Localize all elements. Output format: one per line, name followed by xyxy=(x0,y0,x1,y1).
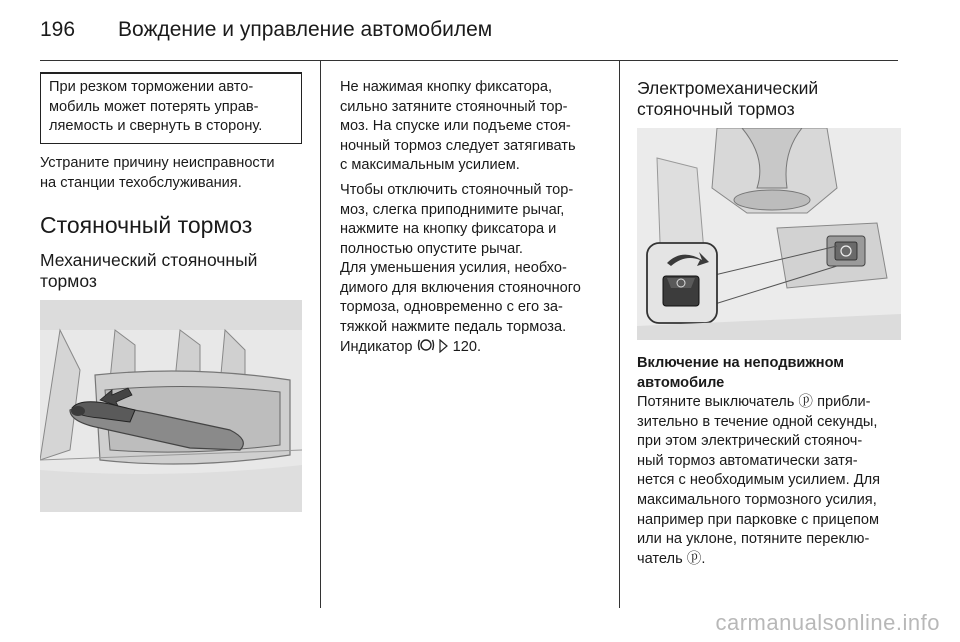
text-line: Чтобы отключить стояночный тор- xyxy=(340,182,574,198)
epb-heading xyxy=(637,78,818,120)
indicator-label: Индикатор xyxy=(340,339,413,355)
release-paragraph-1 xyxy=(340,78,610,176)
subheading-line: Включение на неподвижном xyxy=(637,355,845,371)
section-heading: Стояночный тормоз xyxy=(40,212,253,238)
handbrake-drawing xyxy=(40,300,302,512)
release-paragraph-3 xyxy=(340,259,610,337)
release-paragraph-2 xyxy=(340,181,610,259)
heading-line: Электромеханический xyxy=(637,78,819,98)
text-line: Для уменьшения усилия, необхо- xyxy=(340,260,567,276)
text-line: при этом электрический стояноч- xyxy=(637,433,863,450)
text-line: нажмите на кнопку фиксатора и xyxy=(340,221,557,238)
epb-switch-illustration xyxy=(637,128,901,340)
header-rule xyxy=(40,60,898,61)
subheading-line: Механический стояночный xyxy=(40,250,258,270)
warning-line: При резком торможении авто- xyxy=(49,79,254,95)
fix-line: Устраните причину неисправности xyxy=(40,155,275,171)
text-line: например при парковке с прицепом xyxy=(637,511,880,528)
watermark: carmanualsonline.info xyxy=(715,610,940,635)
text-line: ный тормоз автоматически затя- xyxy=(637,452,858,469)
page-reference-icon[interactable] xyxy=(439,339,453,355)
warning-top-bar xyxy=(40,72,302,74)
engage-paragraph xyxy=(637,393,912,569)
text-line: зительно в течение одной секунды, xyxy=(637,413,878,430)
column-divider-2 xyxy=(619,60,620,608)
text-line: или на уклоне, потяните переклю- xyxy=(637,531,870,548)
page-number: 196 xyxy=(40,18,76,41)
text-line: с максимальным усилием. xyxy=(340,157,520,174)
text-line: моз, слегка приподнимите рычаг, xyxy=(340,201,565,218)
text-line: тормоза, одновременно с его за- xyxy=(340,299,563,316)
text-line: димого для включения стояночного xyxy=(340,279,581,296)
indicator-page-link[interactable]: 120. xyxy=(452,339,482,355)
running-title: Вождение и управление автомобилем xyxy=(118,18,493,41)
subheading-line: автомобиле xyxy=(637,374,725,391)
text-line: чатель ⓟ. xyxy=(637,550,706,567)
warning-box xyxy=(40,72,302,144)
text-line: полностью опустите рычаг. xyxy=(340,240,523,257)
warning-line: мобиль может потерять управ- xyxy=(49,98,259,115)
text-line: тяжкой нажмите педаль тормоза. xyxy=(340,318,567,335)
epb-switch-drawing xyxy=(637,128,901,340)
text-line: моз. На спуске или подъеме стоя- xyxy=(340,118,571,135)
column-divider-1 xyxy=(320,60,321,608)
subsection-heading xyxy=(40,250,257,292)
warning-line: ляемость и свернуть в сторону. xyxy=(49,118,263,135)
fix-line: на станции техобслуживания. xyxy=(40,174,242,191)
text-line: Не нажимая кнопку фиксатора, xyxy=(340,79,552,95)
heading-line: стояночный тормоз xyxy=(637,99,795,119)
text-line: максимального тормозного усилия, xyxy=(637,491,877,508)
brake-indicator-icon xyxy=(417,339,439,355)
text-line: нется с необходимым усилием. Для xyxy=(637,472,880,489)
engage-subheading xyxy=(637,354,844,393)
handbrake-illustration xyxy=(40,300,302,512)
text-line: Потяните выключатель ⓟ прибли- xyxy=(637,394,871,410)
fix-paragraph xyxy=(40,154,310,193)
page-header xyxy=(40,18,920,48)
indicator-line xyxy=(340,337,610,358)
subheading-line: тормоз xyxy=(40,271,97,291)
text-line: сильно затяните стояночный тор- xyxy=(340,98,568,115)
text-line: ночный тормоз следует затягивать xyxy=(340,137,576,154)
